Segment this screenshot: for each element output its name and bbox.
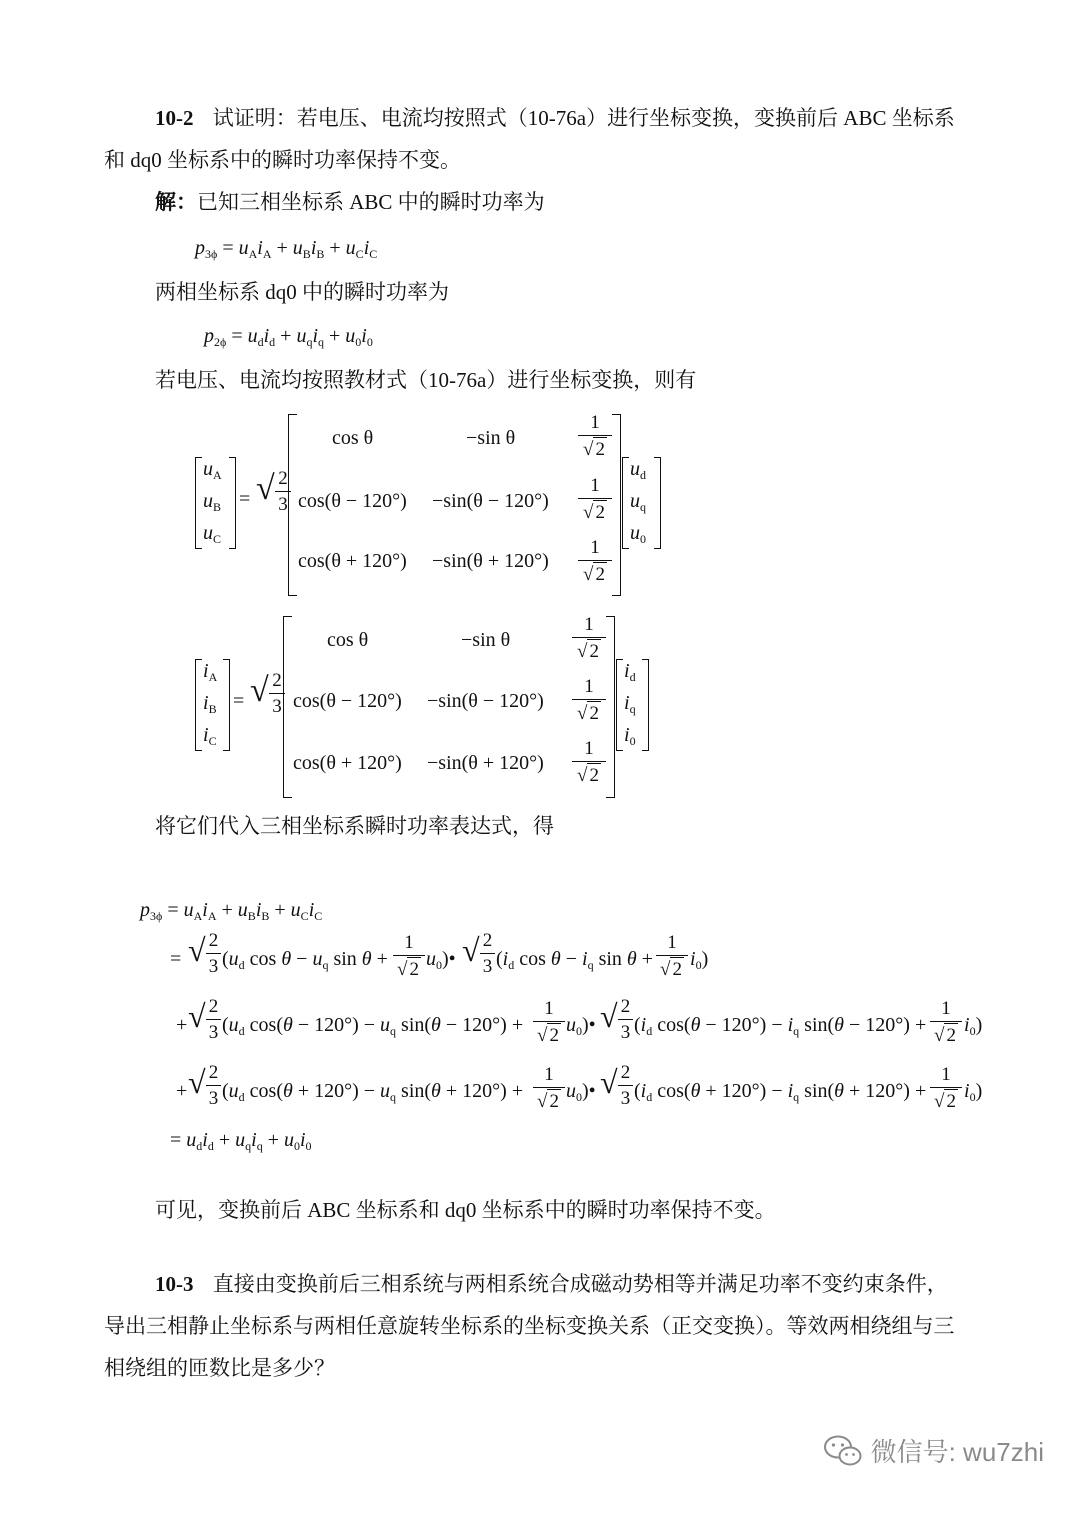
problem-10-2-line2: 和 dq0 坐标系中的瞬时功率保持不变。 (104, 148, 461, 172)
problem-10-2-line1 (155, 104, 955, 132)
problem-10-3-line1 (155, 1270, 948, 1298)
problem-number: 10-2 (155, 106, 194, 130)
watermark (823, 1432, 1044, 1469)
problem-10-3-line2: 导出三相静止坐标系与两相任意旋转坐标系的坐标变换关系（正交变换）。等效两相绕组与三 (104, 1314, 955, 1338)
solution-text-3: 若电压、电流均按照教材式（10-76a）进行坐标变换，则有 (155, 368, 697, 392)
solution-label: 解： (155, 190, 197, 214)
problem-text: 试证明：若电压、电流均按照式（10-76a）进行坐标变换，变换前后 ABC 坐标系 (212, 106, 955, 130)
wechat-icon (823, 1434, 863, 1468)
solution-text-2: 两相坐标系 dq0 中的瞬时功率为 (155, 280, 449, 304)
solution-text-1: 已知三相坐标系 ABC 中的瞬时功率为 (197, 190, 545, 214)
solution-text-4: 将它们代入三相坐标系瞬时功率表达式，得 (155, 814, 554, 838)
equation-p3phi: $p_{3\phi} = u_Ai_A + u_Bi_B + u_Ci_C$ (195, 237, 378, 261)
problem-text: 直接由变换前后三相系统与两相系统合成磁动势相等并满足功率不变约束条件， (212, 1272, 948, 1296)
watermark-text: 微信号: wu7zhi (870, 1437, 1044, 1467)
conclusion: 可见，变换前后 ABC 坐标系和 dq0 坐标系中的瞬时功率保持不变。 (155, 1198, 776, 1222)
equation-p2phi: $p_{2\phi} = u_di_d + u_qi_q + u_0i_0$ (204, 325, 373, 349)
solution-intro (155, 188, 545, 216)
problem-number: 10-3 (155, 1272, 194, 1296)
problem-10-3-line3: 相绕组的匝数比是多少？ (104, 1356, 335, 1380)
